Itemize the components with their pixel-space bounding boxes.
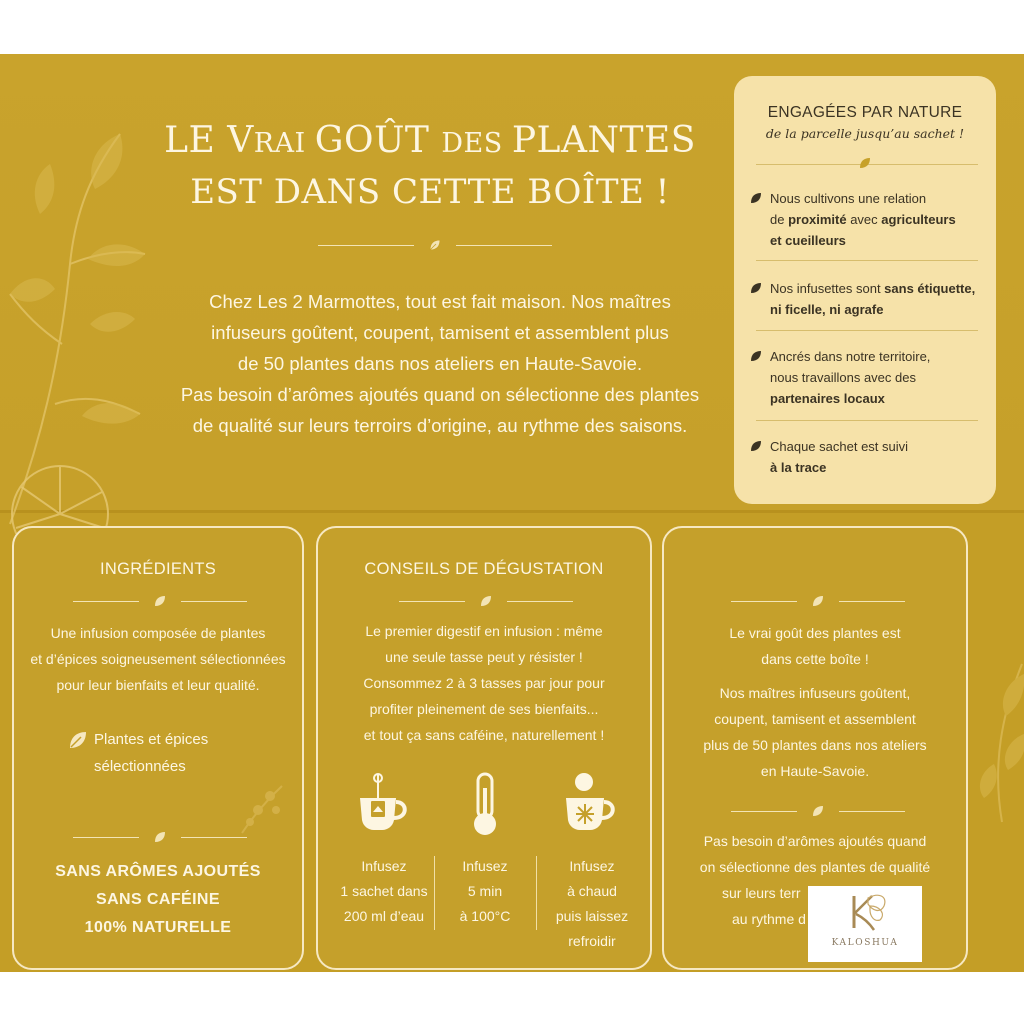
story-text-2 xyxy=(664,680,966,784)
step-line: Infusez xyxy=(361,858,407,874)
engagement-text: Chaque sachet est suivi xyxy=(770,439,909,454)
story-line: en Haute-Savoie. xyxy=(760,763,870,779)
ingredients-card xyxy=(12,526,304,970)
card-divider xyxy=(388,594,584,608)
engagement-text: Nous cultivons une relation xyxy=(770,191,927,206)
claim-line: 100% NATURELLE xyxy=(84,919,232,936)
tasting-line: Consommez 2 à 3 tasses par jour pour xyxy=(363,675,605,691)
claim-line: SANS ARÔMES AJOUTÉS xyxy=(55,863,261,880)
step-steep-sachet xyxy=(326,854,442,929)
intro-paragraph xyxy=(160,286,720,441)
herb-sprig-icon xyxy=(232,778,292,838)
headline-word-rai: RAI xyxy=(253,128,315,159)
ingredients-line: et d’épices soigneusement sélectionnées xyxy=(30,651,286,667)
story-line: on sélectionne des plantes de qualité xyxy=(699,859,931,875)
story-line: sur leurs terr xyxy=(722,885,801,901)
intro-line: de qualité sur leurs terroirs d’origine, au rythme des saisons. xyxy=(192,415,688,436)
leaf-icon xyxy=(811,804,825,818)
step-line: Infusez xyxy=(462,858,508,874)
intro-line: infuseurs goûtent, coupent, tamisent et assemblent plus xyxy=(211,322,669,343)
story-line: au rythme d xyxy=(732,911,806,927)
ingredients-claims xyxy=(14,858,302,942)
divider-line xyxy=(73,601,139,602)
engagement-highlight: et cueilleurs xyxy=(770,233,846,248)
divider-line xyxy=(507,601,573,602)
engagement-highlight: à la trace xyxy=(770,460,827,475)
main-headline xyxy=(120,116,740,215)
tasting-tips-card xyxy=(316,526,652,970)
headline-divider xyxy=(310,238,560,252)
story-line: Le vrai goût des plantes est xyxy=(729,625,901,641)
step-line: à chaud xyxy=(567,883,617,899)
leaf-bullet-icon xyxy=(750,440,762,452)
ingredients-title: INGRÉDIENTS xyxy=(99,560,217,578)
headline-word-gout: GOÛT xyxy=(314,120,442,161)
tasting-tips-title: CONSEILS DE DÉGUSTATION xyxy=(364,560,604,578)
engagement-text: de xyxy=(770,212,789,227)
engagement-text: Ancrés dans notre territoire, xyxy=(770,349,931,364)
plants-badge-line: sélectionnées xyxy=(94,758,186,775)
step-separator xyxy=(536,856,537,930)
leaf-icon xyxy=(811,594,825,608)
intro-line: Pas besoin d’arômes ajoutés quand on sélectionne des plantes xyxy=(180,384,700,405)
tasting-tips-text xyxy=(318,618,650,748)
intro-line: de 50 plantes dans nos ateliers en Haute-Savoie. xyxy=(237,353,643,374)
story-line: Nos maîtres infuseurs goûtent, xyxy=(719,685,911,701)
headline-word-v: V xyxy=(227,120,254,161)
step-steep-time xyxy=(436,854,534,929)
thermometer-icon xyxy=(468,772,502,838)
tasting-line: Le premier digestif en infusion : même xyxy=(365,623,603,639)
divider-line xyxy=(181,837,247,838)
engagements-subtitle: de la parcelle jusqu’au sachet ! xyxy=(765,126,965,141)
card-divider xyxy=(62,830,258,844)
ingredients-line: Une infusion composée de plantes xyxy=(50,625,266,641)
divider-line xyxy=(73,837,139,838)
headline-word-le: LE xyxy=(164,120,228,161)
leaf-icon xyxy=(153,594,167,608)
brand-logo-name: KALOSHUA xyxy=(831,938,899,948)
divider-line xyxy=(456,245,552,246)
ingredients-text xyxy=(14,620,302,698)
step-separator xyxy=(434,856,435,930)
engagement-text: Nos infusettes sont xyxy=(770,281,885,296)
step-line: puis laissez xyxy=(555,908,629,924)
leaf-icon xyxy=(428,238,442,252)
engagement-highlight: proximité xyxy=(788,212,847,227)
headline-line-2: EST DANS CETTE BOÎTE ! xyxy=(190,172,670,212)
story-text-1 xyxy=(664,620,966,672)
step-line: 5 min xyxy=(467,883,503,899)
leaf-badge-icon xyxy=(68,730,88,750)
step-line: Infusez xyxy=(569,858,615,874)
divider-line xyxy=(318,245,414,246)
engagements-divider xyxy=(756,420,978,421)
tasting-line: profiter pleinement de ses bienfaits... xyxy=(369,701,599,717)
story-line: Pas besoin d’arômes ajoutés quand xyxy=(703,833,927,849)
leaf-icon xyxy=(858,156,872,170)
tasting-line: et tout ça sans caféine, naturellement ! xyxy=(363,727,605,743)
right-leaf-decoration xyxy=(972,654,1024,824)
headline-word-des: DES xyxy=(441,128,512,159)
tasting-line: une seule tasse peut y résister ! xyxy=(385,649,583,665)
divider-line xyxy=(731,601,797,602)
card-divider xyxy=(62,594,258,608)
engagement-highlight: agriculteurs xyxy=(881,212,956,227)
story-line: dans cette boîte ! xyxy=(761,651,869,667)
divider-line xyxy=(839,811,905,812)
ingredients-line: pour leur bienfaits et leur qualité. xyxy=(56,677,260,693)
divider-line xyxy=(181,601,247,602)
card-divider xyxy=(720,804,916,818)
leaf-branch-icon xyxy=(972,654,1024,824)
engagements-divider xyxy=(756,260,978,261)
leaf-icon xyxy=(153,830,167,844)
leaf-bullet-icon xyxy=(750,350,762,362)
teacup-icon xyxy=(354,772,412,834)
claim-line: SANS CAFÉINE xyxy=(96,891,220,908)
story-line: coupent, tamisent et assemblent xyxy=(714,711,916,727)
leaf-icon xyxy=(479,594,493,608)
intro-line: Chez Les 2 Marmottes, tout est fait maison. Nos maîtres xyxy=(209,291,671,312)
plants-badge xyxy=(94,726,208,780)
engagement-highlight: partenaires locaux xyxy=(770,391,885,406)
brand-logo xyxy=(808,886,922,962)
step-line: refroidir xyxy=(568,933,616,949)
story-line: plus de 50 plantes dans nos ateliers xyxy=(703,737,927,753)
step-line: 1 sachet dans xyxy=(340,883,428,899)
engagement-highlight: sans étiquette, xyxy=(884,281,976,296)
engagements-divider xyxy=(756,330,978,331)
butterfly-k-logo-icon xyxy=(838,892,892,932)
step-steep-cool xyxy=(538,854,646,954)
step-line: 200 ml d’eau xyxy=(343,908,425,924)
divider-line xyxy=(731,811,797,812)
cold-cup-icon xyxy=(562,770,620,834)
plants-badge-line: Plantes et épices xyxy=(94,731,209,748)
leaf-bullet-icon xyxy=(750,192,762,204)
packaging-panel xyxy=(0,54,1024,972)
engagements-title: ENGAGÉES PAR NATURE xyxy=(767,104,963,121)
headline-word-plantes: PLANTES xyxy=(511,120,696,161)
step-line: à 100°C xyxy=(459,908,511,924)
engagement-highlight: ni ficelle, ni agrafe xyxy=(770,302,884,317)
engagement-text: avec xyxy=(846,212,882,227)
divider-line xyxy=(839,601,905,602)
leaf-bullet-icon xyxy=(750,282,762,294)
divider-line xyxy=(399,601,465,602)
engagements-panel xyxy=(734,76,996,504)
card-divider xyxy=(720,594,916,608)
engagement-text: nous travaillons avec des xyxy=(770,370,916,385)
